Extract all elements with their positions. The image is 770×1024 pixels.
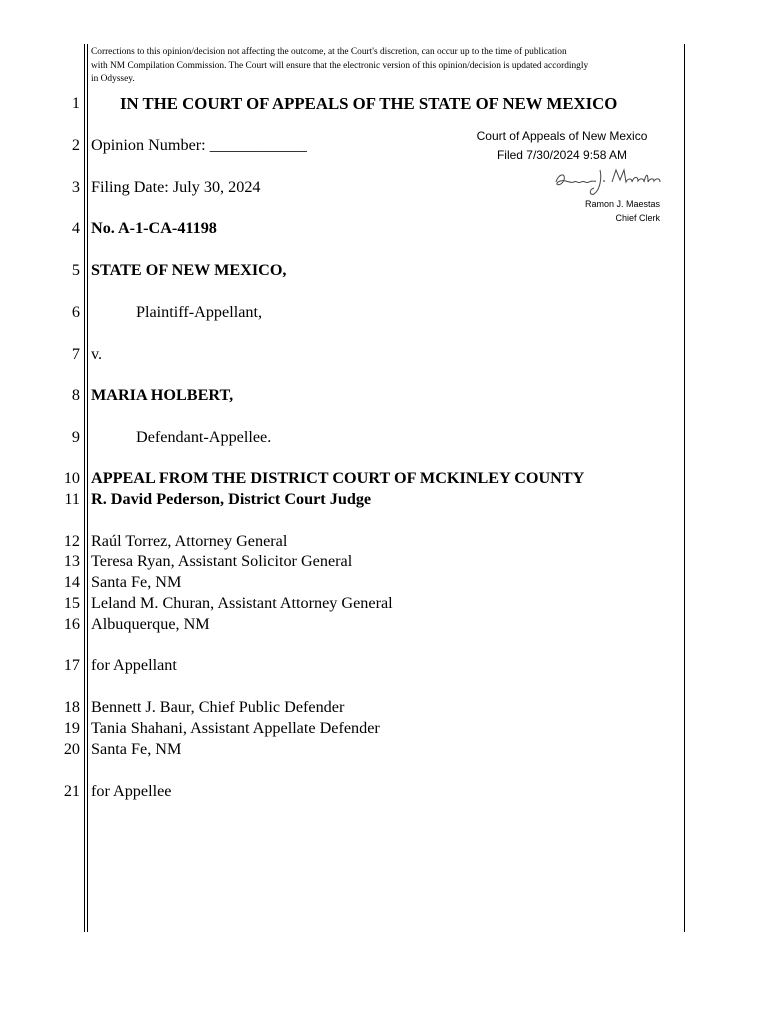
notice-line: in Odyssey. [91, 74, 135, 84]
for-appellant: for Appellant [91, 656, 177, 674]
counsel-line: Bennett J. Baur, Chief Public Defender [91, 698, 345, 716]
line-number: 16 [63, 615, 80, 633]
plaintiff-name: STATE OF NEW MEXICO, [91, 261, 287, 279]
stamp-filed: Filed 7/30/2024 9:58 AM [496, 148, 628, 162]
plaintiff-role: Plaintiff-Appellant, [136, 303, 263, 321]
stamp-court: Court of Appeals of New Mexico [476, 129, 648, 143]
line-number: 11 [64, 490, 80, 508]
line-number: 20 [63, 740, 80, 758]
case-number: No. A-1-CA-41198 [91, 219, 217, 237]
line-number: 8 [71, 386, 80, 404]
for-appellee: for Appellee [91, 782, 172, 800]
line-number: 4 [71, 219, 80, 237]
counsel-line: Tania Shahani, Assistant Appellate Defender [91, 719, 380, 737]
line-number: 9 [71, 428, 80, 446]
line-number: 10 [63, 469, 80, 487]
line-number: 1 [71, 94, 80, 112]
clerk-name: Ramon J. Maestas [584, 199, 660, 209]
counsel-line: Raúl Torrez, Attorney General [91, 532, 288, 550]
line-number: 3 [71, 178, 80, 196]
left-margin-rule [84, 44, 85, 932]
counsel-line: Teresa Ryan, Assistant Solicitor General [91, 552, 353, 570]
counsel-line: Santa Fe, NM [91, 573, 182, 591]
counsel-line: Leland M. Churan, Assistant Attorney General [91, 594, 393, 612]
left-margin-rule-inner [87, 44, 88, 932]
clerk-title: Chief Clerk [615, 213, 660, 223]
notice-line: with NM Compilation Commission. The Court will ensure that the electronic version of this opinion/decision is updated accordingly [91, 60, 589, 71]
line-number: 18 [63, 698, 80, 716]
line-number: 15 [63, 594, 80, 612]
appeal-from: APPEAL FROM THE DISTRICT COURT OF MCKINLEY COUNTY [91, 469, 585, 487]
line-number: 5 [71, 261, 80, 279]
versus: v. [91, 345, 103, 363]
clerk-signature [548, 160, 668, 198]
clerk-block [520, 197, 660, 225]
line-number: 12 [63, 532, 80, 550]
counsel-line: Santa Fe, NM [91, 740, 182, 758]
counsel-line: Albuquerque, NM [91, 615, 210, 633]
line-number: 19 [63, 719, 80, 737]
line-number: 2 [71, 136, 80, 154]
court-heading: IN THE COURT OF APPEALS OF THE STATE OF NEW MEXICO [120, 94, 618, 113]
filing-date: Filing Date: July 30, 2024 [91, 178, 261, 196]
corrections-notice [91, 46, 681, 87]
defendant-name: MARIA HOLBERT, [91, 386, 234, 404]
district-judge: R. David Pederson, District Court Judge [91, 490, 372, 508]
right-margin-rule [684, 44, 685, 932]
line-number: 21 [63, 782, 80, 800]
opinion-number: Opinion Number: ____________ [91, 136, 307, 154]
notice-line: Corrections to this opinion/decision not affecting the outcome, at the Court's discretion, can occur up to the time of publication [91, 47, 567, 57]
line-number: 6 [71, 303, 80, 321]
line-number: 14 [63, 573, 80, 591]
line-number: 17 [63, 656, 80, 674]
line-number: 13 [63, 552, 80, 570]
line-number: 7 [71, 345, 80, 363]
defendant-role: Defendant-Appellee. [136, 428, 272, 446]
